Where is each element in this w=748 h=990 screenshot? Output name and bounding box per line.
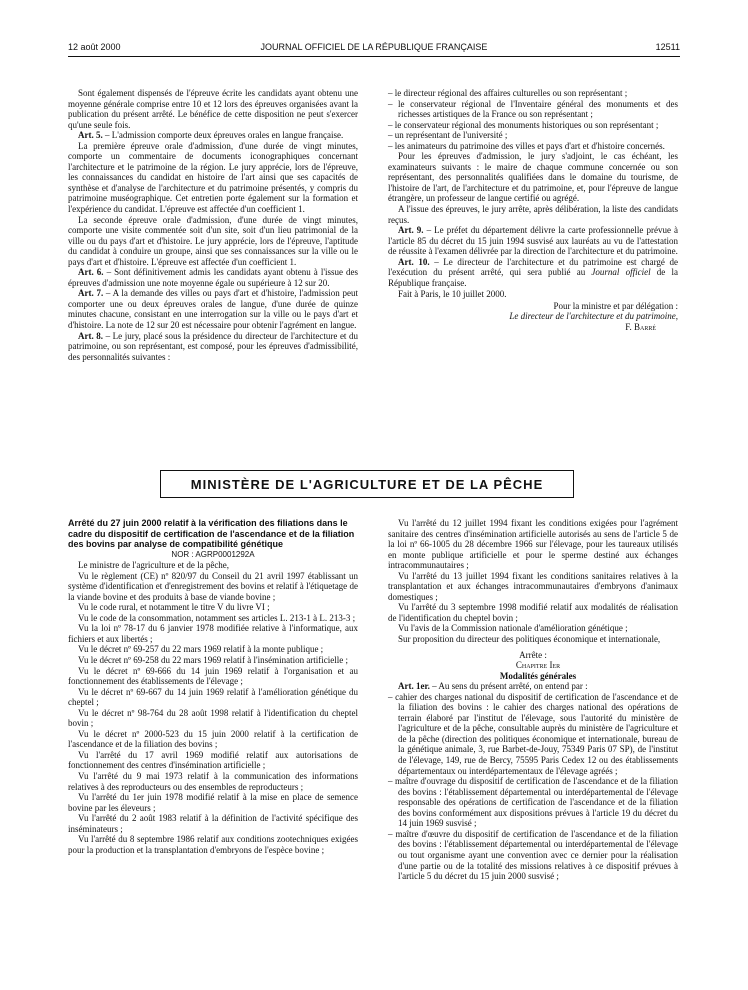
visa-item: Vu le décret nº 69-666 du 14 juin 1969 relatif à l'organisation et au fonctionnement des établissements de l'élevage ; — [68, 665, 358, 687]
list-item: – le conservateur régional de l'Inventaire général des monuments et des richesses artistiques de la France ou son représentant ; — [388, 98, 678, 120]
visa-item: Vu le code de la consommation, notamment ses articles L. 213-1 à L. 213-3 ; — [78, 612, 356, 623]
article-8 — [68, 331, 358, 363]
article-label: Art. 9. — [398, 225, 424, 236]
visa-item: Vu l'arrêté du 1er juin 1978 modifié relatif à la mise en place de semence bovine par les éleveurs ; — [68, 792, 358, 813]
section-heading: Modalités générales — [499, 670, 577, 681]
header-page-number: 12511 — [655, 42, 680, 52]
signature-delegation: Pour la ministre et par délégation : — [553, 300, 678, 311]
article-9 — [388, 225, 678, 257]
header-journal-title: JOURNAL OFFICIEL DE LA RÉPUBLIQUE FRANÇAISE — [260, 42, 488, 52]
paragraph: La première épreuve orale d'admission, d'une durée de vingt minutes, comporte un commentaire de documents iconographiques concernant l'architecture et le patrimoine de la région. Le jury apprécie, lors de l'épreuve, les connaissances du candidat en histoire de l'art ainsi que ses capacités de synthèse et d'analyse de l'architecture et du patrimoine présentés, y compris du patrimoine muséographique. Cet entretien porte également sur la formation et l'expérience du candidat. L'épreuve est affectée d'un coefficient 1. — [68, 140, 358, 215]
article-text: – Sont définitivement admis les candidats ayant obtenu à l'issue des épreuves d'admission une note moyenne égale ou supérieure à 12 sur 20. — [68, 267, 358, 288]
nor-reference: NOR : AGRP0001292A — [171, 549, 255, 559]
definition-item: – maître d'œuvre du dispositif de certification de l'ascendance et de la filiation des bovins : l'établissement départemental ou interdépartemental de l'élevage ou tout organisme ayant une convention avec ce dernier pour la réalisation d'une partie ou de la totalité des missions relatives à ce dispositif prévues à l'article 5 du décret du 15 juin 2000 susvisé ; — [388, 828, 678, 882]
list-item: – les animateurs du patrimoine des villes et pays d'art et d'histoire concernés. — [388, 140, 665, 151]
signature-title-text: Le directeur de l'architecture et du patrimoine, — [509, 311, 678, 322]
signature-name: F. Barré — [625, 322, 656, 333]
arrete-heading: Arrête : — [519, 649, 547, 660]
article-label: Art. 6. — [78, 267, 104, 278]
list-item: – le directeur régional des affaires culturelles ou son représentant ; — [388, 88, 628, 98]
article-text: – A la demande des villes ou pays d'art et d'histoire, l'admission peut comporter une ou deux épreuves orales de langue, d'une durée de quinze minutes chacune, consistant en une interrogation sur la ville ou le pays d'art et d'histoire. La note de 12 sur 20 est nécessaire pour obtenir l'agrément en langue. — [68, 288, 358, 331]
definition-item: – cahier des charges national du dispositif de certification de l'ascendance et de la filiation des bovins : le cahier des charges national des opérations de terrain élaboré par l'institut de l'élevage, sous l'autorité du ministère de l'agriculture et de la pêche, consultable auprès du ministère de l'agriculture et de la pêche (direction des politiques économique et internationale, bureau de la génétique animale, 3, rue Barbet-de-Jouy, 75349 Paris 07 SP), de l'institut de l'élevage, 149, rue de Bercy, 75595 Paris Cedex 12 ou des établissements départementaux ou interdépartementaux de l'élevage agréés ; — [388, 691, 678, 776]
visa-item: Vu le décret nº 69-667 du 14 juin 1969 relatif à l'amélioration génétique du cheptel ; — [68, 686, 358, 708]
list-item: – le conservateur régional des monuments historiques ou son représentant ; — [388, 119, 659, 130]
visa-item: Vu le règlement (CE) nº 820/97 du Conseil du 21 avril 1997 établissant un système d'identification et d'enregistrement des bovins et relatif à l'étiquetage de la viande bovine et des produits à base de viande bovine ; — [68, 570, 358, 602]
article-text: – Au sens du présent arrêté, on entend par : — [429, 681, 588, 692]
visa-item: Vu l'arrêté du 17 avril 1969 modifié relatif aux autorisations de fonctionnement des centres d'insémination artificielle ; — [68, 749, 358, 771]
article-label: Art. 5. — [78, 130, 103, 141]
list-item: – un représentant de l'université ; — [388, 130, 508, 141]
paragraph: La seconde épreuve orale d'admission, d'une durée de vingt minutes, comporte une visite commentée soit d'un site, soit d'un lieu patrimonial de la ville ou du pays d'art et d'histoire. Le jury apprécie, lors de l'épreuve, l'aptitude du candidat à conduire un groupe, ainsi que ses connaissances sur la ville ou le pays d'art et d'histoire. L'épreuve est affectée d'un coefficient 1. — [68, 214, 358, 267]
decree-title: Arrêté du 27 juin 2000 relatif à la vérification des filiations dans le cadre du dispositif de certification de l'ascendance et de la filiation des bovins par analyse de compatibilité génétique — [68, 518, 355, 549]
article-10 — [388, 257, 678, 289]
visa-item: Vu l'arrêté du 12 juillet 1994 fixant les conditions exigées pour l'agrément sanitaire des centres d'insémination artificielle autorisés au sens de l'article 5 de la loi nº 66-1005 du 28 décembre 1966 sur l'élevage, pour les taureaux utilisés en monte publique artificielle et pour le sperme destiné aux échanges intracommunautaires ; — [388, 518, 678, 571]
paragraph: Sont également dispensés de l'épreuve écrite les candidats ayant obtenu une moyenne générale comprise entre 10 et 12 lors des épreuves organisées avant la publication du présent arrêté. Le bénéfice de cette disposition ne peut s'exercer qu'une seule fois. — [68, 88, 358, 130]
visa-item: Vu l'arrêté du 2 août 1983 relatif à la définition de l'activité spécifique des inséminateurs ; — [68, 813, 358, 834]
bottom-right-column — [388, 518, 678, 882]
signature-place-date: Fait à Paris, le 10 juillet 2000. — [398, 289, 507, 300]
visa-item: Vu le décret nº 69-258 du 22 mars 1969 relatif à l'insémination artificielle ; — [78, 654, 349, 665]
visa-item: Sur proposition du directeur des politiques économique et internationale, — [398, 634, 661, 645]
article-text: de la République française. — [388, 267, 678, 288]
journal-name: Journal officiel — [591, 267, 651, 278]
chapter-heading: Chapitre Ier — [515, 660, 561, 671]
visa-item: Vu le code rural, et notamment le titre V du livre VI ; — [78, 602, 270, 613]
visa-item: Vu l'avis de la Commission nationale d'amélioration génétique ; — [398, 623, 628, 634]
article-text: – L'admission comporte deux épreuves orales en langue française. — [102, 130, 344, 141]
header-rule — [68, 56, 680, 57]
article-text: – Le jury, placé sous la présidence du directeur de l'architecture et du patrimoine, ou son représentant, est composé, pour les épreuves d'admissibilité, des personnalités suivantes : — [68, 330, 358, 362]
definition-item: – maître d'ouvrage du dispositif de certification de l'ascendance et de la filiation des bovins : l'établissement départemental ou interdépartemental de l'élevage responsable des opérations de certification de l'ascendance et de la filiation des bovins conformément aux dispositions prévues à l'article 19 du décret du 14 juin 1969 susvisé ; — [388, 776, 678, 829]
signature-title — [388, 311, 678, 322]
page-header — [68, 40, 680, 54]
visa-item: Vu l'arrêté du 13 juillet 1994 fixant les conditions sanitaires relatives à la transplantation et aux échanges intracommunautaires d'embryons d'animaux domestiques ; — [388, 570, 678, 602]
bottom-left-column — [68, 518, 358, 855]
visa-item: Vu le décret nº 98-764 du 28 août 1998 relatif à l'identification du cheptel bovin ; — [68, 707, 358, 729]
article-text: – Le préfet du département délivre la carte professionnelle prévue à l'article 85 du décret du 15 juin 1994 susvisé aux lauréats au vu de l'attestation de réussite à l'examen délivrée par la direction de l'architecture et du patrimoine. — [388, 225, 678, 257]
top-left-column — [68, 88, 358, 362]
article-5 — [68, 130, 358, 141]
article-label: Art. 8. — [78, 330, 104, 341]
visa-item: Vu l'arrêté du 3 septembre 1998 modifié relatif aux modalités de réalisation de l'identification du cheptel bovin ; — [388, 602, 678, 623]
paragraph: Le ministre de l'agriculture et de la pêche, — [78, 560, 230, 571]
top-right-column — [388, 88, 678, 333]
article-label: Art. 1er. — [398, 681, 430, 692]
article-text: – Le directeur de l'architecture et du patrimoine est chargé de l'exécution du présent arrêté, qui sera publié au — [388, 256, 678, 278]
visa-item: Vu le décret nº 69-257 du 22 mars 1969 relatif à la monte publique ; — [78, 644, 324, 655]
paragraph: Pour les épreuves d'admission, le jury s'adjoint, le cas échéant, les examinateurs suivants : le maire de chaque commune concernée ou son représentant, des personnalités qualifiées dans le domaine du tourisme, de l'histoire de l'art, de l'architecture et du patrimoine, et, pour l'épreuve de langue étrangère, un professeur de langue certifié ou agrégé. — [388, 151, 678, 204]
ministry-banner: MINISTÈRE DE L'AGRICULTURE ET DE LA PÊCHE — [160, 470, 574, 498]
visa-item: Vu l'arrêté du 8 septembre 1986 relatif aux conditions zootechniques exigées pour la production et la transplantation d'embryons de l'espèce bovine ; — [68, 834, 358, 855]
article-1 — [388, 681, 678, 692]
visa-item: Vu la loi nº 78-17 du 6 janvier 1978 modifiée relative à l'informatique, aux fichiers et aux libertés ; — [68, 623, 358, 644]
article-7 — [68, 288, 358, 330]
article-label: Art. 7. — [78, 288, 104, 299]
header-date: 12 août 2000 — [68, 42, 121, 52]
visa-item: Vu le décret nº 2000-523 du 15 juin 2000 relatif à la certification de l'ascendance et de la filiation des bovins ; — [68, 728, 358, 750]
article-6 — [68, 267, 358, 288]
paragraph: A l'issue des épreuves, le jury arrête, après délibération, la liste des candidats reçus. — [388, 204, 678, 225]
visa-item: Vu l'arrêté du 9 mai 1973 relatif à la communication des informations relatives à des reproducteurs ou des ensembles de reproducteurs ; — [68, 770, 358, 792]
article-label: Art. 10. — [398, 256, 430, 267]
